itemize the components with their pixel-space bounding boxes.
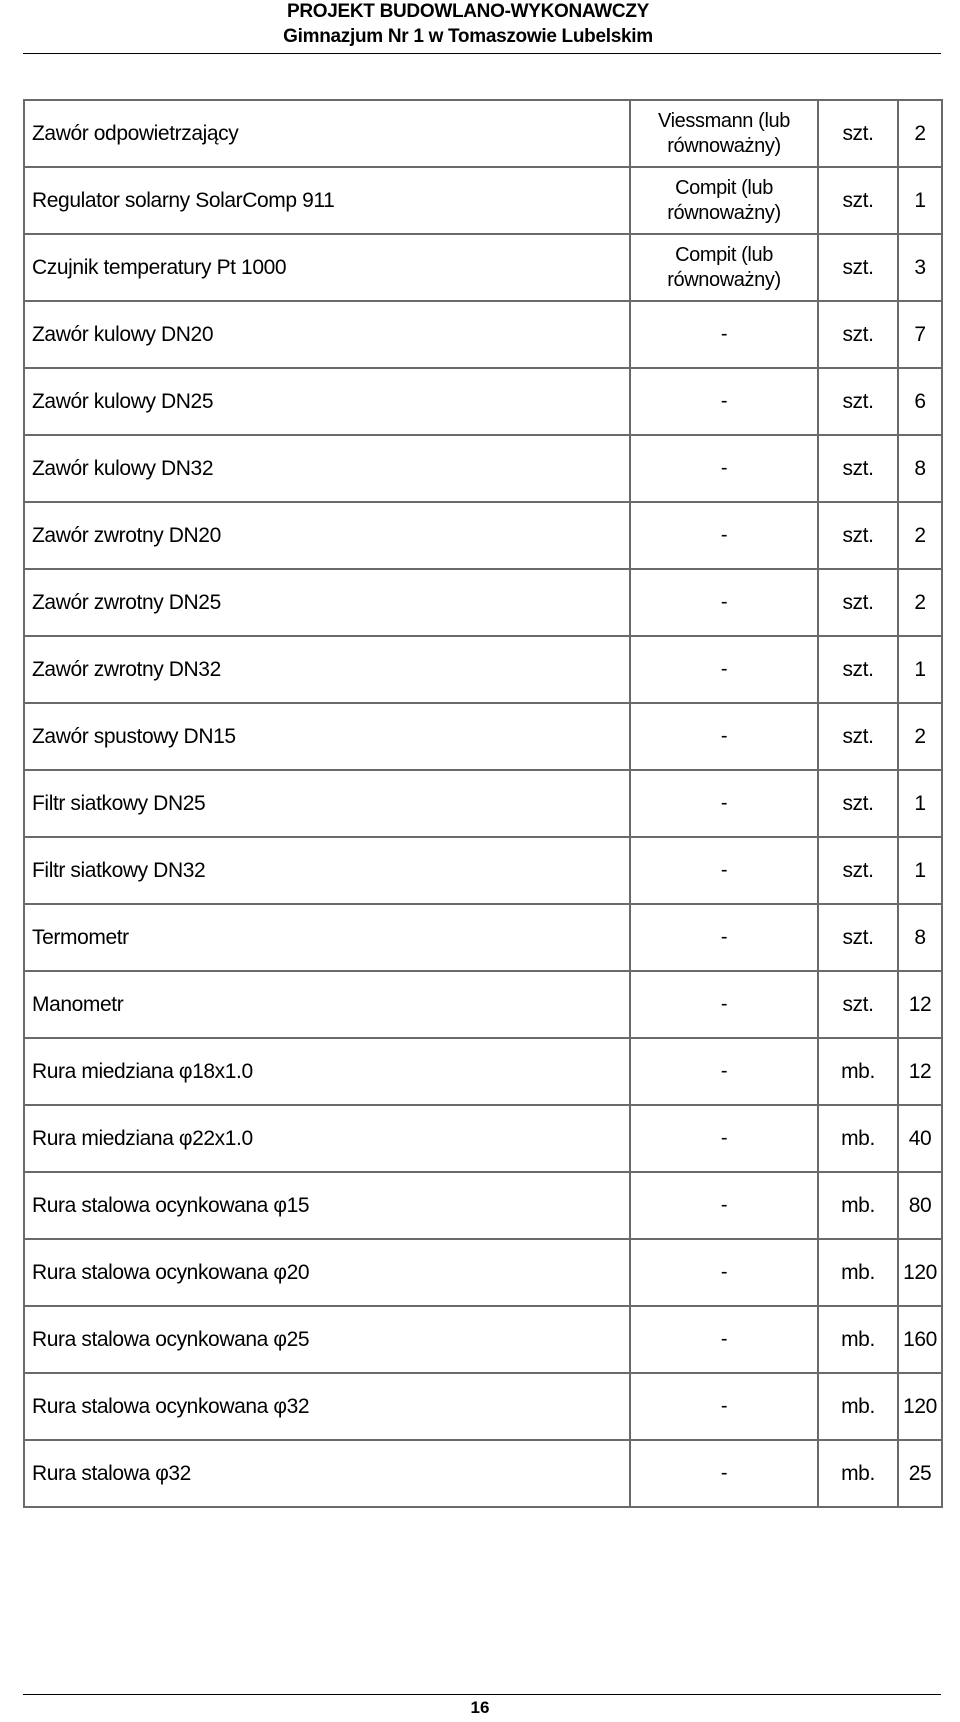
- manufacturer-cell: -: [630, 971, 818, 1038]
- quantity-cell: 1: [898, 636, 942, 703]
- quantity-cell: 160: [898, 1306, 942, 1373]
- manufacturer-cell: -: [630, 837, 818, 904]
- unit-cell: szt.: [818, 368, 898, 435]
- manufacturer-cell: -: [630, 1440, 818, 1507]
- item-name-cell: Zawór kulowy DN25: [24, 368, 630, 435]
- quantity-cell: 25: [898, 1440, 942, 1507]
- item-name-cell: Rura stalowa ocynkowana φ32: [24, 1373, 630, 1440]
- item-name-cell: Zawór spustowy DN15: [24, 703, 630, 770]
- item-name-cell: Rura stalowa ocynkowana φ20: [24, 1239, 630, 1306]
- unit-cell: szt.: [818, 100, 898, 167]
- unit-cell: mb.: [818, 1373, 898, 1440]
- table-row: [24, 502, 942, 569]
- table-row: [24, 569, 942, 636]
- item-name-cell: Zawór zwrotny DN25: [24, 569, 630, 636]
- project-subtitle: Gimnazjum Nr 1 w Tomaszowie Lubelskim: [283, 26, 653, 47]
- table-row: [24, 301, 942, 368]
- manufacturer-cell: -: [630, 1239, 818, 1306]
- manufacturer-cell: -: [630, 435, 818, 502]
- manufacturer-cell: -: [630, 1306, 818, 1373]
- table-row: [24, 1440, 942, 1507]
- manufacturer-cell: -: [630, 1172, 818, 1239]
- unit-cell: szt.: [818, 569, 898, 636]
- table-row: [24, 234, 942, 301]
- manufacturer-cell: -: [630, 1373, 818, 1440]
- item-name-cell: Zawór kulowy DN20: [24, 301, 630, 368]
- quantity-cell: 120: [898, 1239, 942, 1306]
- table-row: [24, 837, 942, 904]
- quantity-cell: 8: [898, 904, 942, 971]
- item-name-cell: Termometr: [24, 904, 630, 971]
- manufacturer-cell: -: [630, 904, 818, 971]
- unit-cell: szt.: [818, 904, 898, 971]
- item-name-cell: Zawór zwrotny DN32: [24, 636, 630, 703]
- manufacturer-cell: Viessmann (lub równoważny): [630, 100, 818, 167]
- unit-cell: mb.: [818, 1306, 898, 1373]
- manufacturer-cell: -: [630, 770, 818, 837]
- quantity-cell: 1: [898, 167, 942, 234]
- unit-cell: szt.: [818, 301, 898, 368]
- quantity-cell: 8: [898, 435, 942, 502]
- item-name-cell: Rura miedziana φ18x1.0: [24, 1038, 630, 1105]
- unit-cell: szt.: [818, 837, 898, 904]
- quantity-cell: 80: [898, 1172, 942, 1239]
- table-row: [24, 1239, 942, 1306]
- manufacturer-cell: -: [630, 703, 818, 770]
- quantity-cell: 12: [898, 971, 942, 1038]
- item-name-cell: Rura stalowa φ32: [24, 1440, 630, 1507]
- table-row: [24, 167, 942, 234]
- manufacturer-cell: -: [630, 1038, 818, 1105]
- unit-cell: szt.: [818, 167, 898, 234]
- quantity-cell: 2: [898, 703, 942, 770]
- project-title: PROJEKT BUDOWLANO-WYKONAWCZY: [286, 1, 650, 22]
- materials-table: [23, 99, 943, 1508]
- quantity-cell: 2: [898, 100, 942, 167]
- unit-cell: szt.: [818, 703, 898, 770]
- manufacturer-cell: Compit (lub równoważny): [630, 234, 818, 301]
- unit-cell: szt.: [818, 234, 898, 301]
- quantity-cell: 1: [898, 837, 942, 904]
- unit-cell: mb.: [818, 1105, 898, 1172]
- table-row: [24, 1105, 942, 1172]
- quantity-cell: 40: [898, 1105, 942, 1172]
- item-name-cell: Rura stalowa ocynkowana φ25: [24, 1306, 630, 1373]
- quantity-cell: 6: [898, 368, 942, 435]
- table-row: [24, 636, 942, 703]
- unit-cell: szt.: [818, 636, 898, 703]
- table-row: [24, 1373, 942, 1440]
- manufacturer-cell: -: [630, 636, 818, 703]
- manufacturer-cell: -: [630, 368, 818, 435]
- item-name-cell: Rura stalowa ocynkowana φ15: [24, 1172, 630, 1239]
- unit-cell: mb.: [818, 1440, 898, 1507]
- table-row: [24, 703, 942, 770]
- unit-cell: mb.: [818, 1038, 898, 1105]
- manufacturer-cell: -: [630, 502, 818, 569]
- table-row: [24, 1038, 942, 1105]
- item-name-cell: Regulator solarny SolarComp 911: [24, 167, 630, 234]
- unit-cell: szt.: [818, 435, 898, 502]
- header-divider: [23, 53, 941, 54]
- unit-cell: szt.: [818, 971, 898, 1038]
- item-name-cell: Czujnik temperatury Pt 1000: [24, 234, 630, 301]
- item-name-cell: Zawór zwrotny DN20: [24, 502, 630, 569]
- manufacturer-cell: -: [630, 569, 818, 636]
- quantity-cell: 2: [898, 502, 942, 569]
- table-row: [24, 904, 942, 971]
- item-name-cell: Filtr siatkowy DN32: [24, 837, 630, 904]
- item-name-cell: Zawór kulowy DN32: [24, 435, 630, 502]
- item-name-cell: Manometr: [24, 971, 630, 1038]
- footer-divider: [23, 1694, 941, 1695]
- unit-cell: szt.: [818, 770, 898, 837]
- quantity-cell: 12: [898, 1038, 942, 1105]
- unit-cell: szt.: [818, 502, 898, 569]
- table-row: [24, 1306, 942, 1373]
- unit-cell: mb.: [818, 1172, 898, 1239]
- table-row: [24, 971, 942, 1038]
- table-row: [24, 1172, 942, 1239]
- item-name-cell: Filtr siatkowy DN25: [24, 770, 630, 837]
- table-row: [24, 368, 942, 435]
- table-row: [24, 100, 942, 167]
- quantity-cell: 120: [898, 1373, 942, 1440]
- item-name-cell: Zawór odpowietrzający: [24, 100, 630, 167]
- table-row: [24, 435, 942, 502]
- quantity-cell: 7: [898, 301, 942, 368]
- item-name-cell: Rura miedziana φ22x1.0: [24, 1105, 630, 1172]
- page-number: 16: [470, 1698, 490, 1717]
- table-row: [24, 770, 942, 837]
- manufacturer-cell: -: [630, 1105, 818, 1172]
- quantity-cell: 1: [898, 770, 942, 837]
- materials-table-body: [24, 100, 942, 1507]
- quantity-cell: 3: [898, 234, 942, 301]
- page-header: [0, 0, 936, 48]
- quantity-cell: 2: [898, 569, 942, 636]
- manufacturer-cell: -: [630, 301, 818, 368]
- manufacturer-cell: Compit (lub równoważny): [630, 167, 818, 234]
- unit-cell: mb.: [818, 1239, 898, 1306]
